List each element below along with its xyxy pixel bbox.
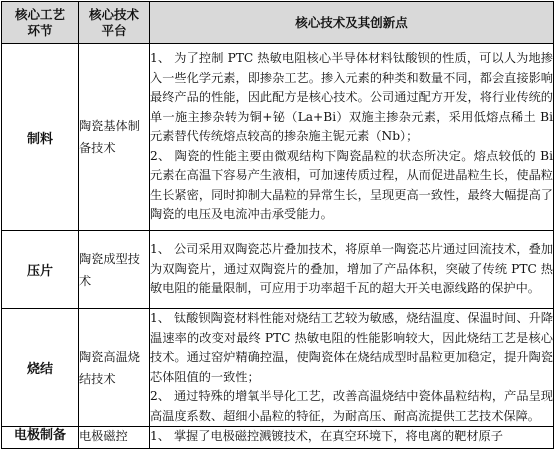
platform-cell: 陶瓷基体制备技术 [79,44,150,231]
table-row [2,231,554,309]
header-process-line1: 核心工艺 [14,6,65,22]
header-platform-line2: 平台 [101,22,127,38]
table-row [2,427,554,449]
innovation-cell [150,309,554,427]
innovation-point: 2、 陶瓷的性能主要由微观结构下陶瓷晶粒的状态所决定。熔点较低的 Bi 元素在高温下容易产生液相，可加速传质过程，从而促进晶粒生长，使晶粒生长紧密，同时抑制大晶粒的异常生长，呈现更高一致性，最终大幅提高了陶瓷的电压及电流冲击承受能力。 [150,148,553,222]
innovation-cell [150,231,554,309]
innovation-point: 1、 为了控制 PTC 热敏电阻核心半导体材料钛酸钡的性质，可以人为地掺入一些化学元素，即掺杂工艺。掺入元素的种类和数量不同，都会直接影响最终产品的性能，因此配方是核心技术。公司通过配方开发，将行业传统的单一施主掺杂转为铜+铋（La+Bi）双施主掺杂元素，采用低熔点稀土 Bi 元素替代传统熔点较高的掺杂施主铌元素（Nb）； [150,51,553,144]
header-process-line2: 环节 [27,22,53,38]
innovation-point: 2、 通过特殊的增氧半导化工艺，改善高温烧结中瓷体晶粒结构，产品呈现高温度系数、超细小晶粒的特征，为耐高压、耐高流提供工艺技术保障。 [150,389,553,423]
process-cell: 烧结 [2,309,79,427]
table-row [2,44,554,231]
innovation-cell [150,427,554,449]
process-cell: 电极制备 [2,427,79,449]
platform-cell: 电极磁控 [79,427,150,449]
header-innovation: 核心技术及其创新点 [150,2,554,44]
innovation-point: 1、 公司采用双陶瓷芯片叠加技术，将原单一陶瓷芯片通过回流技术，叠加为双陶瓷片，通过双陶瓷片的叠加，增加了产品体积，突破了传统 PTC 热敏电阻的能量限制，可应用于功率超千瓦的超大开关电源线路的保护中。 [150,242,553,296]
innovation-point: 1、 钛酸钡陶瓷材料性能对烧结工艺较为敏感，烧结温度、保温时间、升降温速率的改变对最终 PTC 热敏电阻的性能影响较大，因此烧结工艺是核心技术。通过窑炉精确控温，使陶瓷体在烧结成型时晶粒更加稳定，提升陶瓷芯体阻值的一致性； [150,311,553,384]
process-cell: 压片 [2,231,79,309]
process-cell: 制料 [2,44,79,231]
platform-cell: 陶瓷高温烧结技术 [79,309,150,427]
table-row [2,309,554,427]
table-header-row [2,2,554,44]
header-process-cell [2,2,79,44]
platform-cell: 陶瓷成型技术 [79,231,150,309]
header-platform-line1: 核心技术 [88,6,139,22]
core-technology-table [1,1,554,449]
innovation-cell [150,44,554,231]
innovation-point: 1、 掌握了电极磁控溅镀技术，在真空环境下，将电离的靶材原子 [150,429,503,443]
header-platform-cell [79,2,150,44]
